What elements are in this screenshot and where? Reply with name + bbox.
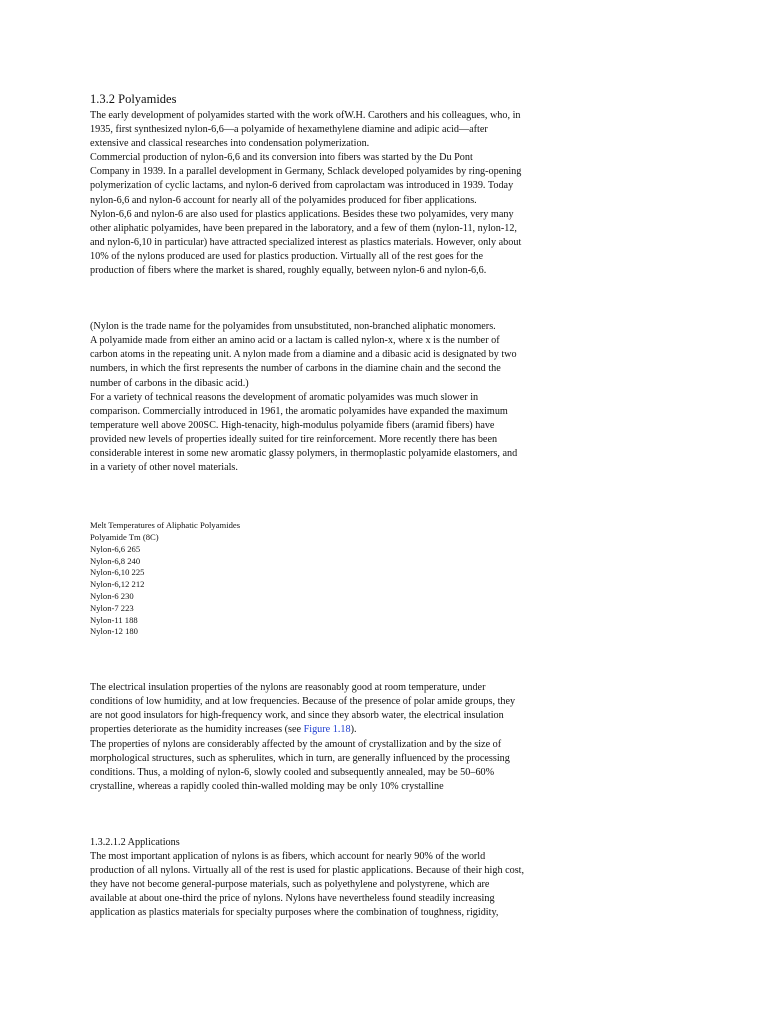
text-line: morphological structures, such as spherulites, which in turn, are generally influenced by the processing (90, 752, 510, 764)
text-line: A polyamide made from either an amino acid or a lactam is called nylon-x, where x is the number of (90, 335, 500, 347)
table-header: Polyamide Tm (8C) (90, 531, 159, 542)
text-line: polymerization of cyclic lactams, and nylon-6 derived from caprolactam was introduced in 1939. Today (90, 180, 514, 192)
text-line: Company in 1939. In a parallel development in Germany, Schlack developed polyamides by ring-opening (90, 166, 522, 178)
paragraph-polyamides-intro (90, 109, 700, 278)
text-line: For a variety of technical reasons the development of aromatic polyamides was much slower in (90, 391, 479, 403)
text-line: considerable interest in some new aromatic glassy polymers, in thermoplastic polyamide elastomers, and (90, 447, 518, 459)
paragraph-electrical-properties (90, 681, 700, 794)
text-line: they have not become general-purpose materials, such as polyethylene and polystyrene, which are (90, 879, 490, 891)
text-line: The most important application of nylons is as fibers, which account for nearly 90% of the world (90, 850, 486, 862)
document-page (90, 92, 700, 920)
text-line: (Nylon is the trade name for the polyamides from unsubstituted, non-branched aliphatic monomers. (90, 321, 496, 333)
text-line: carbon atoms in the repeating unit. A nylon made from a diamine and a dibasic acid is designated by two (90, 349, 517, 361)
table-row: Nylon-6,6 265 (90, 543, 141, 554)
text-line: production of fibers where the market is shared, roughly equally, between nylon-6 and nylon-6,6. (90, 265, 487, 277)
text-line: conditions of low humidity, and at low frequencies. Because of the presence of polar amide groups, they (90, 696, 516, 708)
table-row: Nylon-6,12 212 (90, 579, 145, 590)
text-line: 1935, first synthesized nylon-6,6—a polyamide of hexamethylene diamine and adipic acid—after (90, 124, 488, 136)
paragraph-applications (90, 850, 700, 920)
section-heading-applications: 1.3.2.1.2 Applications (90, 836, 180, 848)
table-row: Nylon-12 180 (90, 626, 138, 637)
text-line: conditions. Thus, a molding of nylon-6, slowly cooled and subsequently annealed, may be 50–60% (90, 766, 495, 778)
text-line: available at about one-third the price of nylons. Nylons have nevertheless found steadily increasing (90, 893, 495, 905)
text-line: production of all nylons. Virtually all of the rest is used for plastic applications. Because of their high cost, (90, 865, 525, 877)
melt-temperature-table (90, 520, 700, 638)
text-line: nylon-6,6 and nylon-6 account for nearly all of the polyamides produced for fiber applications. (90, 194, 477, 206)
table-row: Nylon-6 230 (90, 590, 134, 601)
text-line: temperature well above 200SC. High-tenacity, high-modulus polyamide fibers (aramid fibers) have (90, 419, 495, 431)
table-row: Nylon-6,8 240 (90, 555, 141, 566)
section-heading-polyamides: 1.3.2 Polyamides (90, 92, 177, 106)
text-line: comparison. Commercially introduced in 1961, the aromatic polyamides have expanded the maximum (90, 405, 508, 417)
paragraph-nylon-naming (90, 320, 700, 475)
text-line: numbers, in which the first represents the number of carbons in the diamine chain and the second the (90, 363, 501, 375)
text-line: The early development of polyamides started with the work ofW.H. Carothers and his colleagues, who, in (90, 110, 521, 121)
text-line: 10% of the nylons produced are used for plastics production. Virtually all of the rest goes for the (90, 250, 484, 262)
text-line: are not good insulators for high-frequency work, and since they absorb water, the electrical insulation (90, 710, 504, 722)
text-line: application as plastics materials for specialty purposes where the combination of toughness, rigidity, (90, 907, 499, 919)
text-line: extensive and classical researches into condensation polymerization. (90, 138, 370, 150)
text-line: Commercial production of nylon-6,6 and its conversion into fibers was started by the Du Pont (90, 152, 473, 164)
text-line: crystalline, whereas a rapidly cooled thin-walled molding may be only 10% crystalline (90, 780, 444, 792)
text-line: The electrical insulation properties of the nylons are reasonably good at room temperature, under (90, 682, 486, 694)
text-line: Nylon-6,6 and nylon-6 are also used for plastics applications. Besides these two polyamides, very many (90, 208, 514, 220)
text-line: The properties of nylons are considerably affected by the amount of crystallization and by the size of (90, 738, 502, 750)
text-line: in a variety of other novel materials. (90, 462, 238, 474)
text-line: other aliphatic polyamides, have been prepared in the laboratory, and a few of them (nylon-11, nylon-12, (90, 222, 517, 234)
link-suffix: ). (350, 724, 357, 736)
table-row: Nylon-7 223 (90, 602, 134, 613)
table-row: Nylon-6,10 225 (90, 567, 145, 578)
table-row: Nylon-11 188 (90, 614, 138, 625)
text-line-with-link (90, 723, 700, 737)
text-line: provided new levels of properties ideally suited for tire reinforcement. More recently there has been (90, 433, 498, 445)
link-prefix: properties deteriorate as the humidity increases (see (90, 724, 304, 736)
text-line: and nylon-6,10 in particular) have attracted specialized interest as plastics materials. However, only about (90, 236, 522, 248)
text-line: number of carbons in the dibasic acid.) (90, 377, 249, 389)
table-title: Melt Temperatures of Aliphatic Polyamides (90, 520, 241, 531)
figure-1-18-link[interactable]: Figure 1.18 (303, 724, 351, 736)
